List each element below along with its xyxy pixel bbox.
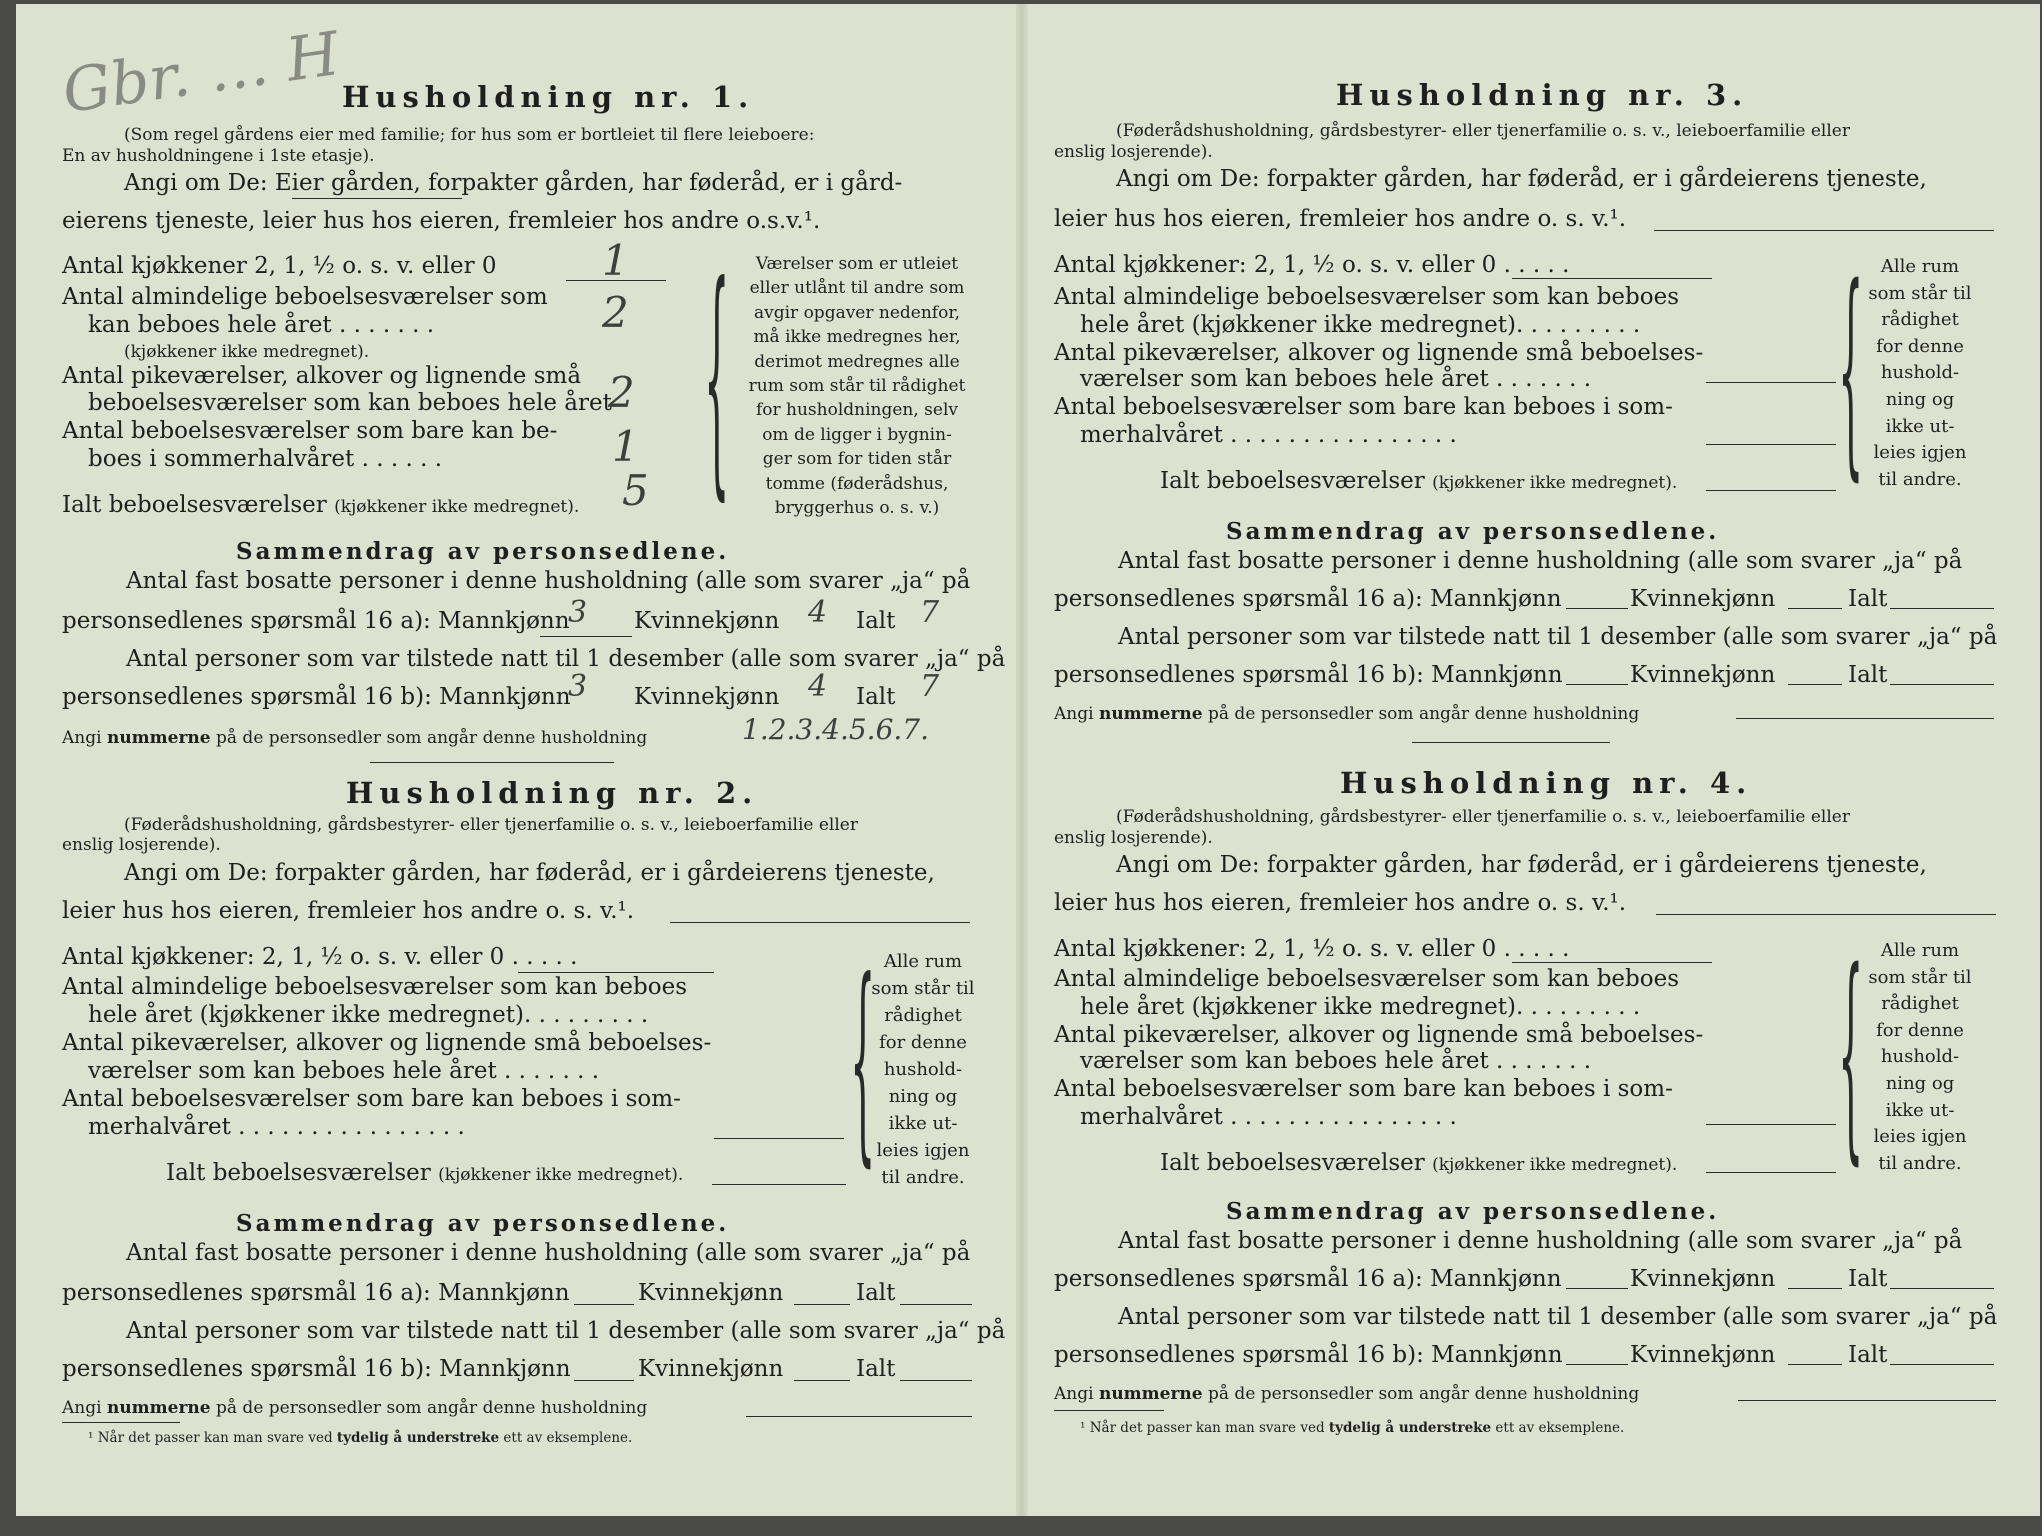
side-note-line: ger som for tiden står (762, 449, 952, 470)
h2-footnote-a: ¹ Når det passer kan man svare ved (88, 1430, 333, 1446)
side-note-line: hushold- (1880, 1046, 1960, 1068)
h3-s1-kvinne-label: Kvinnekjønn (1630, 586, 1776, 612)
h1-s2-mann-value: 3 (568, 669, 588, 704)
side-note-line: til andre. (1878, 1152, 1962, 1174)
h2-s2-ialt-label: Ialt (856, 1356, 896, 1382)
household-3-title: Husholdning nr. 3. (1336, 78, 1749, 112)
h2-ialt-label (166, 1160, 683, 1186)
side-note-line: bryggerhus o. s. v.) (774, 498, 940, 519)
h3-s2-kvinne-field[interactable] (1788, 684, 1842, 685)
h4-footnote-b: tydelig å understreke (1328, 1420, 1492, 1436)
h2-footnote-b: tydelig å understreke (336, 1430, 500, 1446)
h1-s1-l2 (62, 608, 570, 634)
h3-angi: Angi om De: forpakter gården, har føderåd, er i gårdeierens tjeneste, (1116, 166, 1927, 192)
h4-nummer-line (1054, 1384, 1639, 1404)
side-note-line: eller utlånt til andre som (749, 278, 965, 299)
h4-s2-kvinne-label: Kvinnekjønn (1630, 1342, 1776, 1368)
h1-kjokkener-value: 1 (602, 236, 629, 285)
h3-kjokkener-label: Antal kjøkkener: 2, 1, ½ o. s. v. eller 0 . . . . . (1054, 252, 1570, 278)
h4-ialt-text: Ialt beboelsesværelser (1160, 1150, 1425, 1176)
h2-side-note (868, 948, 978, 1191)
h3-summary-title: Sammendrag av personsedlene. (1226, 518, 1720, 545)
h4-s1-kvinne-field[interactable] (1788, 1288, 1842, 1289)
side-note-line: rådighet (1881, 993, 1959, 1015)
side-note-line: leies igjen (1873, 442, 1967, 464)
h1-s2-l1: Antal personer som var tilstede natt til 1 desember (alle som svarer „ja“ på (126, 646, 1006, 672)
h2-nummer-c: på de personsedler som angår denne husholdning (216, 1398, 648, 1418)
side-note-line: til andre. (881, 1167, 965, 1188)
h1-alm-label: Antal almindelige beboelsesværelser som (62, 284, 548, 310)
side-note-line: hushold- (1880, 362, 1960, 384)
h3-s2-ialt-field[interactable] (1890, 684, 1994, 685)
h4-s2-mann-field[interactable] (1566, 1364, 1628, 1365)
h2-note-2: enslig losjerende). (62, 835, 221, 855)
h1-s2-l2a: personsedlenes spørsmål 16 b): Mannkjønn (62, 684, 571, 710)
h2-nummer-field[interactable] (746, 1416, 972, 1417)
h1-ialt-text: Ialt beboelsesværelser (62, 492, 327, 518)
h1-alm-label-3: (kjøkkener ikke medregnet). (124, 342, 370, 362)
h1-s1-ialt-label: Ialt (856, 608, 896, 634)
side-note-line: Alle rum (1880, 940, 1960, 961)
h2-s2-mann-field[interactable] (574, 1380, 634, 1381)
h3-pike-label: Antal pikeværelser, alkover og lignende små beboelses- (1054, 340, 1704, 366)
h2-summary-title: Sammendrag av personsedlene. (236, 1210, 730, 1237)
h3-ialt-field[interactable] (1706, 490, 1836, 491)
h2-angi-2: leier hus hos eieren, fremleier hos andre o. s. v.¹. (62, 898, 635, 924)
separator-right (1412, 742, 1610, 743)
h1-alm-label-2: kan beboes hele året . . . . . . . (88, 312, 435, 338)
h4-s2-kvinne-field[interactable] (1788, 1364, 1842, 1365)
underline-eier-garden (292, 198, 462, 199)
h4-brace: { (1838, 929, 1864, 1187)
h1-s1-kvinne-value: 4 (808, 595, 828, 630)
h3-brace: { (1838, 245, 1864, 503)
h3-note: (Føderådshusholdning, gårdsbestyrer- eller tjenerfamilie o. s. v., leieboerfamilie eller (1116, 121, 1850, 141)
h2-pike-label: Antal pikeværelser, alkover og lignende små beboelses- (62, 1030, 712, 1056)
h4-alm-label: Antal almindelige beboelsesværelser som kan beboes (1054, 966, 1680, 992)
h3-s1-ialt-label: Ialt (1848, 586, 1888, 612)
h1-ialt-value: 5 (622, 466, 649, 515)
h4-angi-2: leier hus hos eieren, fremleier hos andre o. s. v.¹. (1054, 890, 1627, 916)
h2-s2-kvinne-label: Kvinnekjønn (638, 1356, 784, 1382)
side-note-line: Værelser som er utleiet (755, 254, 959, 274)
h4-kjokkener-field[interactable] (1512, 962, 1712, 963)
household-2-title: Husholdning nr. 2. (346, 776, 759, 810)
h2-angi: Angi om De: forpakter gården, har føderåd, er i gårdeierens tjeneste, (124, 860, 935, 886)
h4-footnote-a: ¹ Når det passer kan man svare ved (1080, 1420, 1325, 1436)
h4-s2-ialt-label: Ialt (1848, 1342, 1888, 1368)
side-note-line: rådighet (1881, 309, 1959, 331)
h1-s1-l1: Antal fast bosatte personer i denne husholdning (alle som svarer „ja“ på (126, 568, 971, 594)
h3-s2-mann-field[interactable] (1566, 684, 1628, 685)
side-note-line: ikke ut- (1885, 415, 1955, 437)
h1-ialt-label (62, 492, 579, 518)
h4-ialt-field[interactable] (1706, 1172, 1836, 1173)
side-note-line: til andre. (1878, 468, 1962, 490)
h3-s2-l1: Antal personer som var tilstede natt til 1 desember (alle som svarer „ja“ på (1118, 624, 1998, 650)
h3-ialt-note: (kjøkkener ikke medregnet). (1432, 473, 1678, 493)
h3-s2-l2a: personsedlenes spørsmål 16 b): Mannkjønn (1054, 662, 1563, 688)
h3-nummer-b: nummerne (1098, 704, 1203, 724)
h3-s1-l1: Antal fast bosatte personer i denne husholdning (alle som svarer „ja“ på (1118, 548, 1963, 574)
h3-pike-label-2: værelser som kan beboes hele året . . . . . . . (1080, 366, 1592, 392)
h1-pike-label: Antal pikeværelser, alkover og lignende små (62, 363, 582, 389)
h1-s1-mann-field[interactable] (540, 636, 632, 637)
h2-s2-l1: Antal personer som var tilstede natt til 1 desember (alle som svarer „ja“ på (126, 1318, 1006, 1344)
h2-s1-ialt-label: Ialt (856, 1280, 896, 1306)
h2-note: (Føderådshusholdning, gårdsbestyrer- eller tjenerfamilie o. s. v., leieboerfamilie eller (124, 815, 858, 835)
side-note-line: for denne (879, 1032, 967, 1053)
h3-s2-ialt-label: Ialt (1848, 662, 1888, 688)
side-note-line: leies igjen (876, 1140, 970, 1161)
h2-s2-kvinne-field[interactable] (794, 1380, 850, 1381)
h1-nummer-b: nummerne (106, 728, 211, 748)
side-note-line: om de ligger i bygnin- (762, 424, 952, 445)
h4-nummer-field[interactable] (1738, 1400, 1996, 1401)
h4-s1-l2a: personsedlenes spørsmål 16 a): Mannkjønn (1054, 1266, 1562, 1292)
h2-nummer-b: nummerne (106, 1398, 211, 1418)
h1-s1-kvinne-label: Kvinnekjønn (634, 608, 780, 634)
h1-s2-ialt-label: Ialt (856, 684, 896, 710)
side-note-line: ikke ut- (1885, 1099, 1955, 1121)
h3-pike-field[interactable] (1706, 382, 1836, 383)
h3-kjokkener-field[interactable] (1512, 278, 1712, 279)
household-1-title: Husholdning nr. 1. (342, 80, 755, 114)
side-note-line: Alle rum (1880, 256, 1960, 277)
h4-nummer-b: nummerne (1098, 1384, 1203, 1404)
h2-s1-l1: Antal fast bosatte personer i denne husholdning (alle som svarer „ja“ på (126, 1240, 971, 1266)
h2-s1-l2a: personsedlenes spørsmål 16 a): Mannkjønn (62, 1280, 570, 1306)
h1-s1-mann-value: 3 (568, 595, 588, 630)
side-note-line: må ikke medregnes her, (753, 327, 961, 348)
footnote-rule-right (1054, 1410, 1164, 1411)
side-note-line: leies igjen (1873, 1126, 1967, 1148)
side-note-line: tomme (føderådshus, (765, 473, 949, 494)
h4-ialt-note: (kjøkkener ikke medregnet). (1432, 1155, 1678, 1175)
side-note-line: for husholdningen, selv (755, 400, 959, 421)
h2-ialt-field[interactable] (712, 1184, 846, 1185)
side-note-line: ning og (1885, 1072, 1955, 1094)
h2-kjokkener-field[interactable] (518, 972, 714, 973)
h3-side-note (1860, 254, 1980, 493)
h1-ialt-note: (kjøkkener ikke medregnet). (334, 497, 580, 517)
h4-s2-ialt-field[interactable] (1890, 1364, 1994, 1365)
h4-note: (Føderådshusholdning, gårdsbestyrer- eller tjenerfamilie o. s. v., leieboerfamilie eller (1116, 807, 1850, 827)
h1-nummer-value: 1.2.3.4.5.6.7. (742, 713, 930, 746)
h1-s1-l2a: personsedlenes spørsmål 16 a): Mannkjønn (62, 608, 570, 634)
h3-nummer-line (1054, 704, 1639, 724)
h2-sommer-field[interactable] (714, 1138, 844, 1139)
h1-kjokkener-label: Antal kjøkkener 2, 1, ½ o. s. v. eller 0 (62, 253, 497, 279)
separator (370, 762, 614, 763)
h3-s1-l2a: personsedlenes spørsmål 16 a): Mannkjønn (1054, 586, 1562, 612)
h4-nummer-a: Angi (1054, 1384, 1094, 1404)
side-note-line: rådighet (884, 1005, 962, 1026)
h2-sommer-label: Antal beboelsesværelser som bare kan beboes i som- (62, 1086, 681, 1112)
side-note-line: hushold- (883, 1059, 963, 1080)
h1-nummer-c: på de personsedler som angår denne husholdning (216, 728, 648, 748)
h4-s1-ialt-label: Ialt (1848, 1266, 1888, 1292)
left-page (0, 0, 1018, 1536)
h2-footnote (88, 1430, 632, 1446)
h4-s1-l1: Antal fast bosatte personer i denne husholdning (alle som svarer „ja“ på (1118, 1228, 1963, 1254)
side-note-line: for denne (1876, 335, 1964, 357)
h1-s2-ialt-value: 7 (920, 669, 940, 704)
side-note-line: ikke ut- (888, 1113, 958, 1134)
h1-s2-kvinne-label: Kvinnekjønn (634, 684, 780, 710)
h2-footnote-c: ett av eksemplene. (503, 1430, 633, 1446)
h1-side-note (738, 252, 976, 520)
h3-s1-mann-field[interactable] (1566, 608, 1628, 609)
h3-angi-2: leier hus hos eieren, fremleier hos andre o. s. v.¹. (1054, 206, 1627, 232)
h2-kjokkener-label: Antal kjøkkener: 2, 1, ½ o. s. v. eller 0 . . . . . (62, 944, 578, 970)
h2-brace: { (850, 939, 876, 1189)
side-note-line: rum som står til rådighet (748, 376, 966, 397)
h3-ialt-label (1160, 468, 1677, 494)
h2-angi-field[interactable] (670, 922, 970, 923)
h1-nummer-line (62, 728, 647, 748)
h3-nummer-a: Angi (1054, 704, 1094, 724)
side-note-line: for denne (1876, 1019, 1964, 1041)
h3-s1-kvinne-field[interactable] (1788, 608, 1842, 609)
h2-pike-label-2: værelser som kan beboes hele året . . . . . . . (88, 1058, 600, 1084)
h2-sommer-label-2: merhalvåret . . . . . . . . . . . . . . . . (88, 1114, 465, 1140)
h3-ialt-text: Ialt beboelsesværelser (1160, 468, 1425, 494)
h3-sommer-label: Antal beboelsesværelser som bare kan beboes i som- (1054, 394, 1673, 420)
h4-note-2: enslig losjerende). (1054, 828, 1213, 848)
h2-nummer-line (62, 1398, 647, 1418)
h1-s1-ialt-value: 7 (920, 595, 940, 630)
h3-note-2: enslig losjerende). (1054, 142, 1213, 162)
h4-s1-ialt-field[interactable] (1890, 1288, 1994, 1289)
h4-s2-l1: Antal personer som var tilstede natt til 1 desember (alle som svarer „ja“ på (1118, 1304, 1998, 1330)
h2-s1-kvinne-label: Kvinnekjønn (638, 1280, 784, 1306)
right-page (1030, 0, 2042, 1536)
h1-alm-value: 2 (602, 288, 629, 337)
h3-nummer-c: på de personsedler som angår denne husholdning (1208, 704, 1640, 724)
h3-s1-ialt-field[interactable] (1890, 608, 1994, 609)
side-note-line: som står til (1868, 966, 1972, 988)
h4-pike-label: Antal pikeværelser, alkover og lignende små beboelses- (1054, 1022, 1704, 1048)
h2-alm-label-2: hele året (kjøkkener ikke medregnet). . . . . . . . . (88, 1002, 649, 1028)
h4-s1-kvinne-label: Kvinnekjønn (1630, 1266, 1776, 1292)
margin-pencil-note: Gbr. … H (58, 18, 344, 128)
household-1-note-2: En av husholdningene i 1ste etasje). (62, 146, 375, 166)
h4-alm-label-2: hele året (kjøkkener ikke medregnet). . . . . . . . . (1080, 994, 1641, 1020)
h2-s1-mann-field[interactable] (574, 1304, 634, 1305)
h1-pike-value: 2 (608, 368, 635, 417)
h1-nummer-a: Angi (62, 728, 102, 748)
h4-s2-l2a: personsedlenes spørsmål 16 b): Mannkjønn (1054, 1342, 1563, 1368)
h4-angi-field[interactable] (1656, 914, 1996, 915)
h4-sommer-label: Antal beboelsesværelser som bare kan beboes i som- (1054, 1076, 1673, 1102)
h3-alm-label: Antal almindelige beboelsesværelser som kan beboes (1054, 284, 1680, 310)
h1-pike-label-2: beboelsesværelser som kan beboes hele året (88, 390, 612, 416)
h2-s1-ialt-field[interactable] (900, 1304, 972, 1305)
h4-footnote-c: ett av eksemplene. (1495, 1420, 1625, 1436)
household-1-note: (Som regel gårdens eier med familie; for hus som er bortleiet til flere leieboere: (124, 125, 815, 145)
h4-sommer-field[interactable] (1706, 1124, 1836, 1125)
h1-sommer-label: Antal beboelsesværelser som bare kan be- (62, 418, 558, 444)
side-note-line: Alle rum (883, 951, 963, 972)
side-note-line: som står til (1868, 282, 1972, 304)
h3-s2-kvinne-label: Kvinnekjønn (1630, 662, 1776, 688)
h3-angi-field[interactable] (1654, 230, 1994, 231)
h2-s2-ialt-field[interactable] (900, 1380, 972, 1381)
h4-summary-title: Sammendrag av personsedlene. (1226, 1198, 1720, 1225)
household-1-angi-2: eierens tjeneste, leier hus hos eieren, fremleier hos andre o.s.v.¹. (62, 208, 821, 234)
h3-nummer-field[interactable] (1736, 718, 1994, 719)
side-note-line: avgir opgaver nedenfor, (753, 302, 960, 323)
footnote-rule (62, 1422, 180, 1423)
h4-nummer-c: på de personsedler som angår denne husholdning (1208, 1384, 1640, 1404)
h1-s2-kvinne-value: 4 (808, 669, 828, 704)
h2-s1-kvinne-field[interactable] (794, 1304, 850, 1305)
h4-sommer-label-2: merhalvåret . . . . . . . . . . . . . . . . (1080, 1104, 1457, 1130)
h2-nummer-a: Angi (62, 1398, 102, 1418)
h1-sommer-label-2: boes i sommerhalvåret . . . . . . (88, 446, 443, 472)
h2-ialt-note: (kjøkkener ikke medregnet). (438, 1165, 684, 1185)
h3-alm-label-2: hele året (kjøkkener ikke medregnet). . . . . . . . . (1080, 312, 1641, 338)
h4-side-note (1860, 938, 1980, 1177)
h2-alm-label: Antal almindelige beboelsesværelser som kan beboes (62, 974, 688, 1000)
household-4-title: Husholdning nr. 4. (1340, 766, 1753, 800)
h1-sommer-value: 1 (612, 422, 639, 471)
side-note-line: som står til (871, 978, 975, 999)
h4-ialt-label (1160, 1150, 1677, 1176)
h4-pike-label-2: værelser som kan beboes hele året . . . . . . . (1080, 1048, 1592, 1074)
h4-footnote (1080, 1420, 1624, 1436)
side-note-line: derimot medregnes alle (754, 351, 960, 372)
h2-ialt-text: Ialt beboelsesværelser (166, 1160, 431, 1186)
household-1-angi: Angi om De: Eier gården, forpakter gården, har føderåd, er i gård- (124, 170, 903, 196)
h4-s1-mann-field[interactable] (1566, 1288, 1628, 1289)
h2-s2-l2a: personsedlenes spørsmål 16 b): Mannkjønn (62, 1356, 571, 1382)
h1-summary-title: Sammendrag av personsedlene. (236, 538, 730, 565)
h3-sommer-label-2: merhalvåret . . . . . . . . . . . . . . . . (1080, 422, 1457, 448)
h4-kjokkener-label: Antal kjøkkener: 2, 1, ½ o. s. v. eller 0 . . . . . (1054, 936, 1570, 962)
side-note-line: ning og (1885, 388, 1955, 410)
side-note-line: ning og (888, 1086, 958, 1107)
h1-brace: { (704, 239, 730, 525)
h3-sommer-field[interactable] (1706, 444, 1836, 445)
h4-angi: Angi om De: forpakter gården, har føderåd, er i gårdeierens tjeneste, (1116, 852, 1927, 878)
